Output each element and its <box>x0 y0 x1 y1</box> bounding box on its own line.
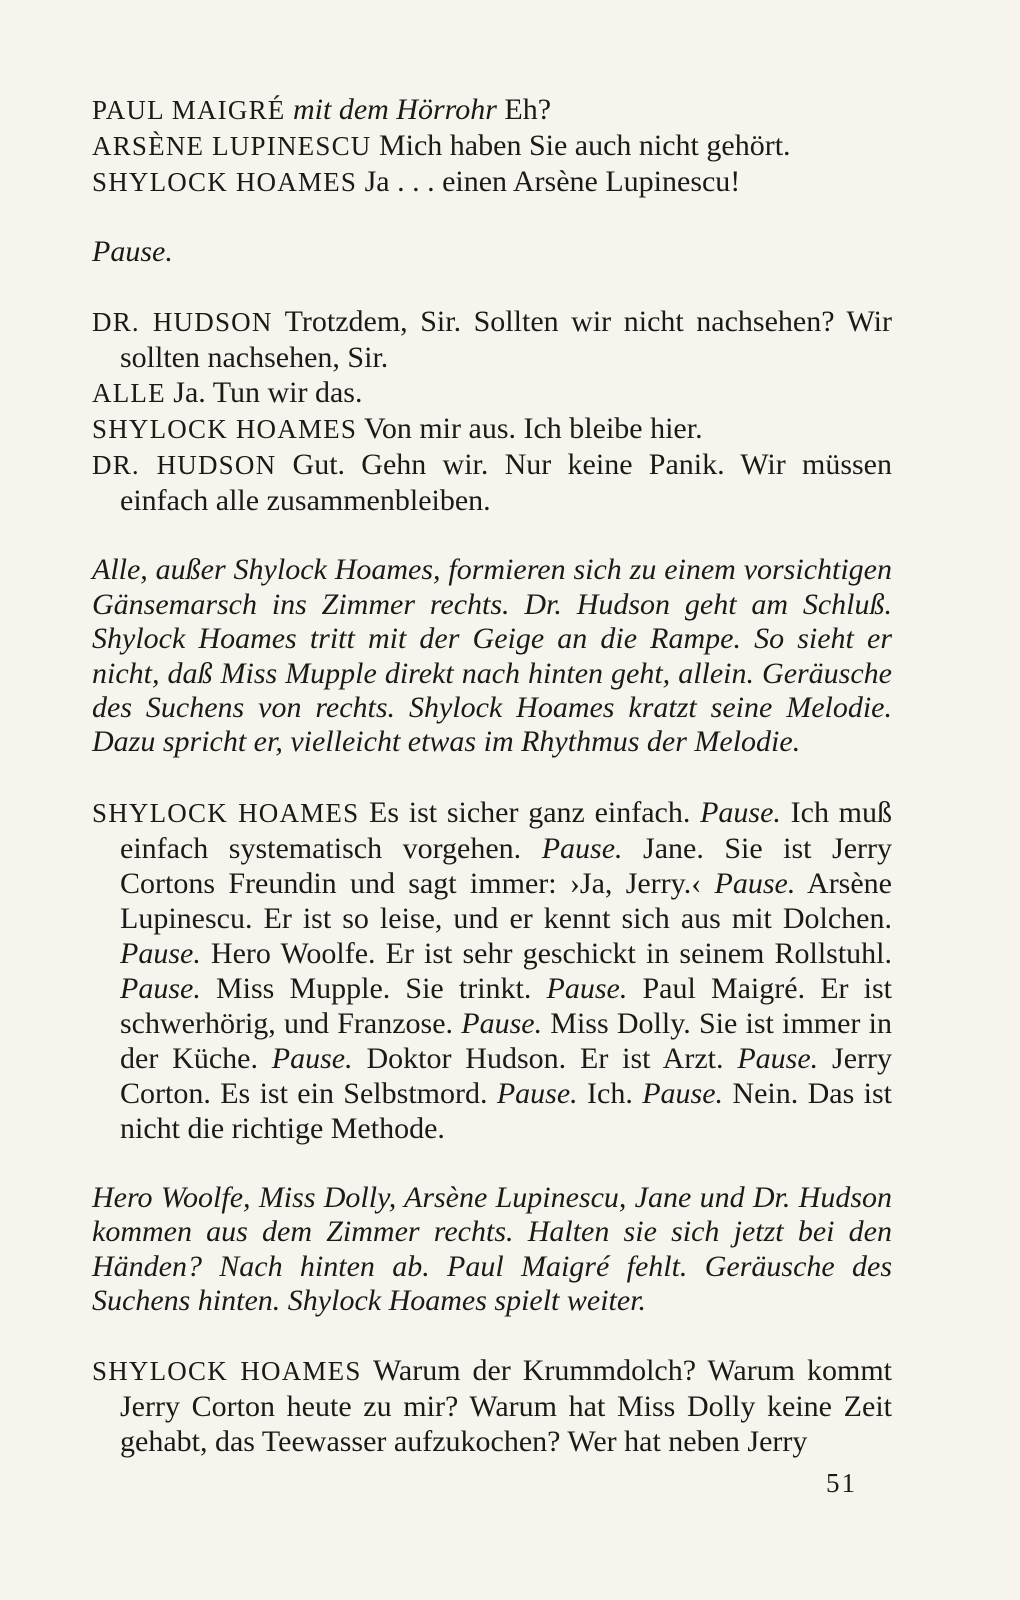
paragraph-gap <box>92 1146 892 1181</box>
paragraph-gap <box>92 518 892 553</box>
inline-direction: Pause. <box>642 1076 724 1110</box>
stage-direction: Hero Woolfe, Miss Dolly, Arsène Lupinescu, Jane und Dr. Hudson kommen aus dem Zimmer rechts. Halten sie sich jetzt bei den Händen? Nach hinten ab. Paul Maigré fehlt. Geräusche des Suchens hinten. Shylock Hoames spielt weiter. <box>92 1180 892 1318</box>
dialogue-line <box>92 795 892 1146</box>
spoken-text: Paul Maigré. Er ist schwerhörig, und Franzose. <box>120 971 892 1040</box>
spoken-text: Jerry Corton. Es ist ein Selbstmord. <box>120 1041 892 1110</box>
page-body <box>92 92 892 1459</box>
spoken-text: Trotzdem, Sir. Sollten wir nicht nachsehen? Wir sollten nachsehen, Sir. <box>120 305 892 375</box>
spoken-text: Es ist sicher ganz einfach. <box>369 795 701 829</box>
dialogue-line <box>92 128 892 164</box>
spoken-text: Doktor Hudson. Er ist Arzt. <box>352 1041 738 1075</box>
spoken-text: Gut. Gehn wir. Nur keine Panik. Wir müssen einfach alle zusammenbleiben. <box>120 448 893 518</box>
spoken-text: Miss Dolly. Sie ist immer in der Küche. <box>120 1006 892 1075</box>
spoken-text: Ich muß einfach systematisch vorgehen. <box>120 795 893 865</box>
spoken-text: Ja . . . einen Arsène Lupinescu! <box>364 165 741 198</box>
paragraph-gap <box>92 200 892 235</box>
speaker-name: DR. HUDSON <box>92 450 277 481</box>
dialogue-line <box>92 304 892 375</box>
speaker-name: ALLE <box>92 378 166 409</box>
speaker-name: SHYLOCK HOAMES <box>92 1356 362 1387</box>
inline-direction: Pause. <box>461 1006 543 1040</box>
inline-direction: Pause. <box>714 866 796 900</box>
dialogue-line <box>92 92 892 128</box>
inline-direction: Pause. <box>737 1041 819 1075</box>
inline-direction: Pause. <box>541 831 623 865</box>
spoken-text: Von mir aus. Ich bleibe hier. <box>364 412 703 446</box>
spoken-text: Eh? <box>496 93 552 126</box>
speaker-name: SHYLOCK HOAMES <box>92 414 358 445</box>
spoken-text: Warum der Krummdolch? Warum kommt Jerry Corton heute zu mir? Warum hat Miss Dolly keine Zeit gehabt, das Teewasser aufzukochen? Wer hat neben Jerry <box>120 1354 892 1459</box>
dialogue-line <box>92 375 892 411</box>
spoken-text: Ich. <box>577 1076 643 1110</box>
dialogue-line <box>92 411 892 447</box>
spoken-text: Mich haben Sie auch nicht gehört. <box>378 129 791 162</box>
inline-direction: mit dem Hörrohr <box>292 93 497 126</box>
spoken-text: Hero Woolfe. Er ist sehr geschickt in seinem Rollstuhl. <box>200 936 892 970</box>
paragraph-gap <box>92 269 892 304</box>
spoken-text: Jane. Sie ist Jerry Cortons Freundin und sagt immer: ›Ja, Jerry.‹ <box>120 831 892 900</box>
spoken-text: Miss Mupple. Sie trinkt. <box>200 971 547 1005</box>
spoken-text: Arsène Lupinescu. Er ist so leise, und er kennt sich aus mit Dolchen. <box>120 866 892 935</box>
inline-direction: Pause. <box>700 795 781 829</box>
speaker-name: SHYLOCK HOAMES <box>92 167 358 197</box>
inline-direction: Pause. <box>120 936 201 970</box>
paragraph-gap <box>92 760 892 795</box>
speaker-name: DR. HUDSON <box>92 307 273 338</box>
stage-direction: Pause. <box>92 235 173 268</box>
stage-direction: Alle, außer Shylock Hoames, formieren sich zu einem vorsichtigen Gänsemarsch ins Zimmer rechts. Dr. Hudson geht am Schluß. Shylock Hoames tritt mit der Geige an die Rampe. So sieht er nicht, daß Miss Mupple direkt nach hinten geht, allein. Geräusche des Suchens von rechts. Shylock Hoames kratzt seine Melodie. Dazu spricht er, vielleicht etwas im Rhythmus der Melodie. <box>92 553 892 759</box>
page-number: 51 <box>826 1468 857 1498</box>
dialogue-line <box>92 1353 892 1459</box>
speaker-name: SHYLOCK HOAMES <box>92 797 360 828</box>
spoken-text: Ja. Tun wir das. <box>173 376 363 410</box>
dialogue-line <box>92 164 892 200</box>
inline-direction: Pause. <box>546 971 628 1005</box>
paragraph-gap <box>92 1318 892 1353</box>
inline-direction: Pause. <box>496 1076 578 1110</box>
dialogue-line <box>92 447 892 518</box>
speaker-name: PAUL MAIGRÉ <box>92 95 286 125</box>
inline-direction: Pause. <box>120 971 201 1005</box>
spoken-text: Nein. Das ist nicht die richtige Methode. <box>120 1076 892 1145</box>
speaker-name: ARSÈNE LUPINESCU <box>92 131 372 161</box>
inline-direction: Pause. <box>271 1041 353 1075</box>
